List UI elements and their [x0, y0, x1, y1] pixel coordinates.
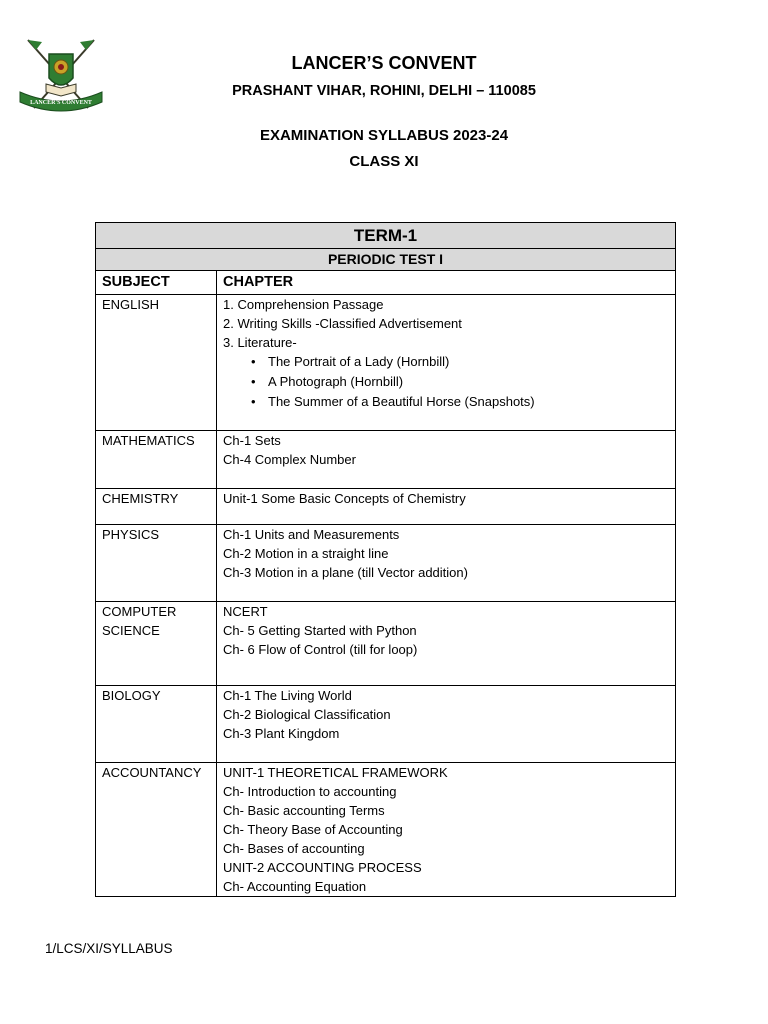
bullet-text: The Portrait of a Lady (Hornbill) [268, 354, 450, 369]
chapter-cell [217, 489, 676, 525]
column-header-subject: SUBJECT [96, 271, 217, 295]
chapter-line: 1. Comprehension Passage [223, 297, 384, 312]
chapter-line: 3. Literature- [223, 335, 297, 350]
syllabus-table [95, 222, 676, 897]
chapter-line: Ch-3 Plant Kingdom [223, 726, 340, 741]
table-header-row [96, 271, 676, 295]
footer-code: 1/LCS/XI/SYLLABUS [45, 941, 173, 956]
chapter-bullet-item [223, 352, 669, 372]
chapter-line: UNIT-1 THEORETICAL FRAMEWORK [223, 765, 448, 780]
bullet-icon: • [251, 374, 256, 389]
chapter-cell [217, 525, 676, 602]
subject-cell [96, 602, 217, 686]
chapter-line: Ch-3 Motion in a plane (till Vector addition) [223, 565, 468, 580]
subject-name: COMPUTER [102, 604, 177, 619]
subject-cell [96, 686, 217, 763]
subject-cell [96, 525, 217, 602]
chapter-line: Ch-4 Complex Number [223, 452, 356, 467]
table-row [96, 602, 676, 686]
chapter-line: Ch- Introduction to accounting [223, 784, 397, 799]
chapter-line: Ch-2 Motion in a straight line [223, 546, 389, 561]
class-name: CLASS XI [349, 153, 419, 170]
chapter-cell [217, 602, 676, 686]
test-title: PERIODIC TEST I [96, 249, 676, 271]
chapter-line: Ch-1 Sets [223, 433, 281, 448]
chapter-line: Ch-1 The Living World [223, 688, 352, 703]
school-name: LANCER’S CONVENT [291, 53, 477, 73]
subject-name: ENGLISH [102, 297, 160, 312]
school-address: PRASHANT VIHAR, ROHINI, DELHI – 110085 [232, 83, 536, 99]
chapter-cell [217, 686, 676, 763]
chapter-line: Ch- 5 Getting Started with Python [223, 623, 417, 638]
chapter-line: 2. Writing Skills -Classified Advertisement [223, 316, 462, 331]
chapter-line: Ch- Accounting Equation [223, 879, 367, 894]
chapter-line: Ch- 6 Flow of Control (till for loop) [223, 642, 418, 657]
chapter-line: Ch- Bases of accounting [223, 841, 365, 856]
subject-cell [96, 295, 217, 431]
chapter-cell [217, 295, 676, 431]
term-title: TERM-1 [96, 223, 676, 249]
subject-name: MATHEMATICS [102, 433, 195, 448]
subject-name: BIOLOGY [102, 688, 161, 703]
table-row [96, 763, 676, 897]
chapter-line: Ch-1 Units and Measurements [223, 527, 400, 542]
bullet-icon: • [251, 394, 256, 409]
subject-name: CHEMISTRY [102, 491, 179, 506]
table-body [96, 295, 676, 897]
bullet-text: A Photograph (Hornbill) [268, 374, 404, 389]
chapter-line: Ch- Theory Base of Accounting [223, 822, 403, 837]
term-row [96, 223, 676, 249]
chapter-line: NCERT [223, 604, 268, 619]
table-row [96, 525, 676, 602]
test-row [96, 249, 676, 271]
chapter-line: UNIT-2 ACCOUNTING PROCESS [223, 860, 422, 875]
chapter-line: Ch- Basic accounting Terms [223, 803, 385, 818]
logo-motto: LANCER'S CONVENT [30, 100, 92, 106]
subject-name: PHYSICS [102, 527, 160, 542]
bullet-icon: • [251, 354, 256, 369]
subject-name: SCIENCE [102, 623, 160, 638]
subject-cell [96, 763, 217, 897]
exam-title: EXAMINATION SYLLABUS 2023-24 [259, 127, 509, 144]
subject-name: ACCOUNTANCY [102, 765, 202, 780]
subject-cell [96, 431, 217, 489]
table-row [96, 295, 676, 431]
chapter-line: Ch-2 Biological Classification [223, 707, 391, 722]
chapter-cell [217, 763, 676, 897]
column-header-chapter: CHAPTER [217, 271, 676, 295]
chapter-cell [217, 431, 676, 489]
school-logo [16, 34, 106, 116]
subject-cell [96, 489, 217, 525]
chapter-bullet-item [223, 392, 669, 412]
table-row [96, 686, 676, 763]
bullet-text: The Summer of a Beautiful Horse (Snapshots) [268, 394, 535, 409]
chapter-bullet-item [223, 372, 669, 392]
chapter-line: Unit-1 Some Basic Concepts of Chemistry [223, 491, 466, 506]
table-row [96, 489, 676, 525]
table-row [96, 431, 676, 489]
